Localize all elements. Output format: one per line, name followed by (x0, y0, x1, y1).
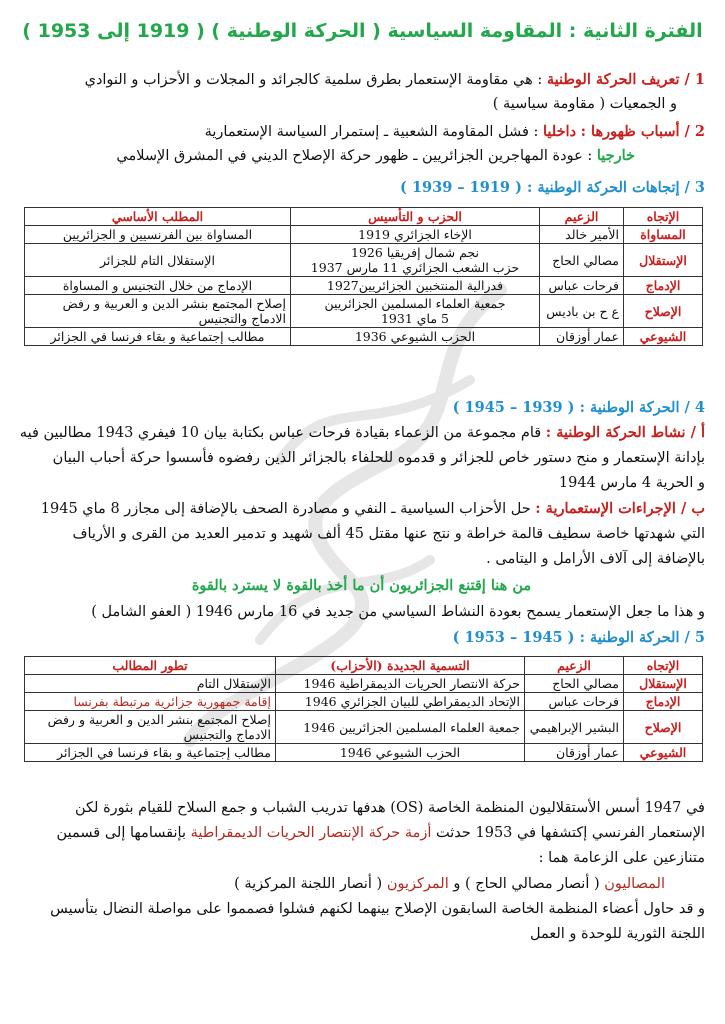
internal-label: داخليا (543, 123, 577, 140)
table-row: الشيوعي عمار أوزقان الحزب الشيوعي 1946 مطالب إجتماعية و بقاء فرنسا في الجزائر (25, 744, 703, 762)
table-row: الإصلاح ع ح بن باديس جمعية العلماء المسلمين الجزائريين 5 ماي 1931 إصلاح المجتمع بنشر الدين و العربية و رفض الادماج والتجنيس (25, 295, 703, 328)
section-5-heading: 5 / الحركة الوطنية : ( 1945 – 1953 ) (452, 629, 705, 646)
header-demand: المطلب الأساسي (25, 208, 291, 226)
external-causes: : عودة المهاجرين الجزائريين ـ ظهور حركة الإصلاح الديني في المشرق الإسلامي (116, 148, 597, 164)
table-row: الإستقلال مصالي الحاج نجم شمال إفريقيا 1926 حزب الشعب الجزائري 11 مارس 1937 الإستقلال التام للجزائر (25, 244, 703, 277)
trends-table-1919-1939 (24, 207, 703, 346)
section-3-heading: 3 / إتجاهات الحركة الوطنية : ( 1919 – 1939 ) (400, 179, 705, 196)
activity-heading: أ / نشاط الحركة الوطنية : (545, 424, 705, 441)
table-row: الإصلاح البشير الإبراهيمي جمعية العلماء المسلمين الجزائريين 1946 إصلاح المجتمع بنشر الدين و العربية و رفض الادماج والتجنيس (25, 711, 703, 744)
header-leader: الزعيم (540, 208, 624, 226)
key-quote: من هنا إقتنع الجزائريون أن ما أخذ بالقوة لا يسترد بالقوة (191, 577, 532, 594)
section-causes (18, 120, 705, 168)
external-label: خارجيا (596, 147, 635, 164)
table-row: الإدماج فرحات عباس الإتحاد الديمقراطي للبيان الجزائري 1946 إقامة جمهورية جزائرية مرتبطة بفرنسا (25, 693, 703, 711)
section-4-measures: ب / الإجراءات الإستعمارية : حل الأحزاب السياسية ـ النفي و مصادرة الصحف بالإضافة إلى مجازر 8 ماي 1945 التي شهدتها خاصة سطيف قالمة خراطة و نتج عنها مقتل 45 ألف شهيد و تدمير العديد من القرى و الأرياف بالإضافة إلى آلاف الأرامل و اليتامى . (40, 500, 705, 567)
section-2-heading: 2 / أسباب ظهورها : (580, 123, 705, 140)
table-row: الشيوعي عمار أوزقان الحزب الشيوعي 1936 مطالب إجتماعية و بقاء فرنسا في الجزائر (25, 328, 703, 346)
definition-line-2: و الجمعيات ( مقاومة سياسية ) (492, 96, 677, 112)
amnesty-line: و هذا ما جعل الإستعمار يسمح بعودة النشاط السياسي من جديد في 16 مارس 1946 ( العفو الشامل ) (91, 604, 705, 620)
internal-causes: : فشل المقاومة الشعبية ـ إستمرار السياسة الإستعمارية (204, 124, 543, 140)
definition-line-1: : هي مقاومة الإستعمار بطرق سلمية كالجرائد و المجلات و الأحزاب و النوادي (84, 72, 547, 88)
section-definition (18, 68, 705, 116)
section-4-activity: أ / نشاط الحركة الوطنية : قام مجموعة من الزعماء بقيادة فرحات عباس بكتابة بيان 10 فيفري 1943 مطالبين فيه بإدانة الإستعمار و منح دستور خاص للجزائر و قدموه للحلفاء بالجزائر الذين رفضوه فأسسوا حركة أحباب البيان و الحرية 4 مارس 1944 (19, 424, 705, 491)
split-line: المصاليون ( أنصار مصالي الحاج ) و المركزيون ( أنصار اللجنة المركزية ) (234, 876, 665, 892)
table-header-row: الإتجاه الزعيم التسمية الجديدة (الأحزاب) تطور المطالب (25, 657, 703, 675)
section-1-heading: 1 / تعريف الحركة الوطنية (546, 71, 705, 88)
page-title: الفترة الثانية : المقاومة السياسية ( الحركة الوطنية ) ( 1919 إلى 1953 ) (22, 20, 703, 42)
os-paragraph: في 1947 أسس الأستقلاليون المنظمة الخاصة (OS) هدفها تدريب الشباب و جمع السلاح للقيام بثورة لكن الإستعمار الفرنسي إكتشفها في 1953 حدثت أزمة حركة الإنتصار الحريات الديمقراطية بإنقسامها إلى قسمين متنازعين على الزعامة هما : (56, 800, 705, 866)
crua-paragraph: و قد حاول أعضاء المنظمة الخاصة السابقون الإصلاح بينهما لكنهم فشلوا فصمموا على مواصلة النضال بتأسيس اللجنة الثورية للوحدة و العمل (50, 901, 705, 942)
header-party: الحزب و التأسيس (291, 208, 540, 226)
table-header-row (25, 208, 703, 226)
header-direction: الإتجاه (624, 208, 703, 226)
table-row: الإدماج فرحات عباس فدرالية المنتخبين الجزائريين1927 الإدماج من خلال التجنيس و المساواة (25, 277, 703, 295)
section-4-heading: 4 / الحركة الوطنية : ( 1939 – 1945 ) (452, 399, 705, 416)
table-row: المساواة الأمير خالد الإخاء الجزائري 1919 المساواة بين الفرنسيين و الجزائريين (25, 226, 703, 244)
measures-heading: ب / الإجراءات الإستعمارية : (535, 500, 705, 517)
trends-table-1945-1953 (24, 656, 703, 762)
table-row: الإستقلال مصالي الحاج حركة الانتصار الحريات الديمقراطية 1946 الإستقلال التام (25, 675, 703, 693)
